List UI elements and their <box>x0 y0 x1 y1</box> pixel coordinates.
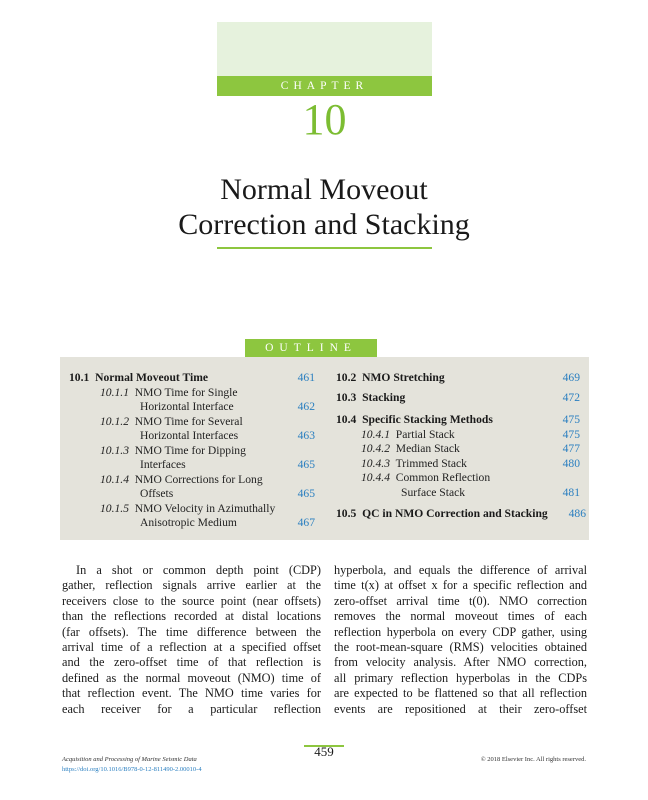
toc-page[interactable]: 475 <box>562 413 580 426</box>
toc-title: Partial Stack <box>395 427 455 441</box>
body-line: zero-offset arrival time t(0). NMO correction <box>334 593 587 608</box>
toc-number: 10.1.1 <box>100 385 129 399</box>
toc-number: 10.4.2 <box>361 442 390 455</box>
toc-entry[interactable] <box>361 471 490 485</box>
toc-number: 10.4.1 <box>361 427 390 441</box>
toc-number: 10.4.3 <box>361 456 390 470</box>
toc-number: 10.4 <box>336 413 357 426</box>
toc-title: NMO Stretching <box>362 371 445 384</box>
body-line: that reflection event. The NMO time varies for <box>62 686 321 701</box>
chapter-title-line-1: Normal Moveout <box>220 173 428 206</box>
toc-entry[interactable] <box>336 391 405 405</box>
toc-page[interactable]: 462 <box>297 400 315 413</box>
body-line: from velocity analysis. After NMO correction, <box>334 655 587 670</box>
body-line: receivers close to the source point (near offsets) <box>62 593 321 608</box>
toc-number: 10.1.2 <box>100 414 129 428</box>
toc-page[interactable]: 475 <box>562 427 580 441</box>
toc-title: Specific Stacking Methods <box>362 413 493 426</box>
toc-title: NMO Time for Single <box>134 385 238 399</box>
body-line: reflection hyperbola on every CDP gather, using <box>334 624 587 639</box>
toc-entry[interactable] <box>100 502 275 516</box>
toc-title: NMO Velocity in Azimuthally <box>134 501 276 515</box>
body-line: all primary reflection hyperbolas in the CDPs <box>334 670 587 685</box>
toc-number: 10.2 <box>336 371 357 384</box>
body-line: are expected to be flattened so that all reflection <box>334 686 587 701</box>
toc-number: 10.3 <box>336 390 357 404</box>
title-divider <box>217 247 432 249</box>
copyright: © 2018 Elsevier Inc. All rights reserved. <box>480 756 586 763</box>
chapter-title-line-2: Correction and Stacking <box>178 208 470 241</box>
body-line: (far offsets). The time difference between the <box>62 624 321 639</box>
book-title: Acquisition and Processing of Marine Seismic Data <box>62 756 197 763</box>
toc-page[interactable]: 472 <box>562 390 580 404</box>
toc-page[interactable]: 465 <box>297 487 315 500</box>
toc-title-cont: Surface Stack <box>401 485 466 499</box>
toc-title: QC in NMO Correction and Stacking <box>362 507 548 520</box>
chapter-title <box>100 172 548 242</box>
toc-page[interactable]: 465 <box>297 458 315 471</box>
body-line: the root-mean-square (RMS) velocities obtained <box>334 640 587 655</box>
chapter-label: CHAPTER <box>217 76 432 96</box>
toc-title: Median Stack <box>395 442 460 455</box>
outline-box <box>60 357 589 540</box>
toc-number: 10.5 <box>336 507 357 520</box>
toc-page[interactable]: 467 <box>297 516 315 529</box>
toc-title-cont: Horizontal Interface <box>140 400 234 413</box>
body-line: In a shot or common depth point (CDP) <box>76 563 321 577</box>
toc-number: 10.4.4 <box>361 471 390 484</box>
outline-label: OUTLINE <box>245 339 377 357</box>
toc-number: 10.1.4 <box>100 472 129 486</box>
toc-title-cont: Offsets <box>140 487 174 500</box>
body-line: defined as the normal moveout (NMO) time of <box>62 670 321 685</box>
toc-entry[interactable] <box>100 444 246 458</box>
toc-title-cont: Anisotropic Medium <box>140 516 237 529</box>
toc-entry[interactable] <box>100 386 238 400</box>
toc-entry[interactable] <box>361 428 455 442</box>
body-left-column <box>62 563 321 717</box>
body-line: than the reflections recorded at distal locations <box>62 609 321 624</box>
toc-page[interactable]: 461 <box>297 371 315 384</box>
toc-page[interactable]: 480 <box>562 456 580 470</box>
toc-number: 10.1.5 <box>100 501 129 515</box>
toc-title: Normal Moveout Time <box>95 371 209 384</box>
body-line: arrival time of a reflection at a specified offset <box>62 640 321 655</box>
chapter-number: 10 <box>302 95 347 144</box>
body-line: each receiver for a particular reflection <box>62 701 321 716</box>
toc-page[interactable]: 481 <box>562 485 580 499</box>
page-number: 459 <box>314 744 334 759</box>
body-right-column <box>334 563 587 717</box>
body-line: hyperbola, and equals the difference of arrival <box>334 563 587 577</box>
body-line: removes the normal moveout times of each <box>334 609 587 624</box>
toc-title: NMO Time for Several <box>134 414 243 428</box>
toc-page[interactable]: 486 <box>568 507 586 520</box>
doi-link[interactable]: https://doi.org/10.1016/B978-0-12-811490-2.00010-4 <box>62 766 202 773</box>
body-line: time t(x) at offset x for a specific reflection and <box>334 578 587 593</box>
body-line: events are repositioned at their zero-offset <box>334 701 587 716</box>
toc-title: Stacking <box>362 390 406 404</box>
toc-title-cont: Interfaces <box>140 458 186 471</box>
toc-entry[interactable] <box>100 473 263 487</box>
toc-entry[interactable] <box>361 442 460 456</box>
toc-page[interactable]: 469 <box>562 371 580 384</box>
toc-page[interactable]: 477 <box>562 442 580 455</box>
chapter-header-panel <box>217 22 432 76</box>
toc-entry[interactable] <box>336 413 493 427</box>
toc-entry[interactable] <box>361 457 467 471</box>
toc-title-cont: Horizontal Interfaces <box>140 429 239 442</box>
toc-entry[interactable] <box>69 371 208 385</box>
toc-page[interactable]: 463 <box>297 429 315 442</box>
toc-title: NMO Corrections for Long <box>134 472 263 486</box>
toc-number: 10.1.3 <box>100 443 129 457</box>
toc-entry[interactable] <box>336 371 445 385</box>
toc-title: Common Reflection <box>395 471 491 484</box>
toc-entry[interactable] <box>100 415 243 429</box>
body-line: and the zero-offset time of that reflection is <box>62 655 321 670</box>
body-line: gather, reflection signals arrive earlier at the <box>62 578 321 593</box>
toc-number: 10.1 <box>69 371 90 384</box>
toc-entry[interactable] <box>336 507 548 521</box>
toc-title: Trimmed Stack <box>395 456 467 470</box>
toc-title: NMO Time for Dipping <box>134 443 246 457</box>
